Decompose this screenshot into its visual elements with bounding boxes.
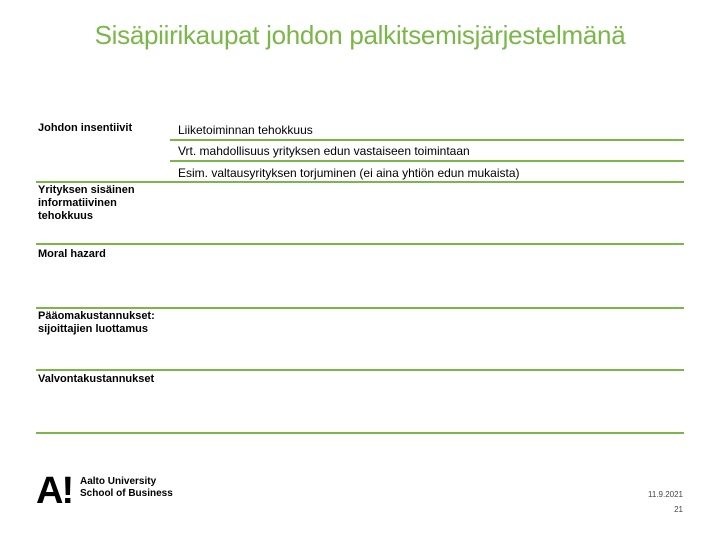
row-label-incentives: Johdon insentiivit	[38, 122, 133, 134]
divider	[170, 139, 684, 141]
logo-line-university: Aalto University	[80, 476, 157, 487]
divider	[36, 307, 684, 309]
divider	[36, 181, 684, 183]
divider	[36, 243, 684, 245]
logo-line-school: School of Business	[80, 488, 173, 499]
page-title: Sisäpiirikaupat johdon palkitsemisjärjestelmänä	[94, 20, 626, 50]
row-label-informational-efficiency: Yrityksen sisäinen informatiivinen tehokkuus	[38, 184, 135, 222]
row-item-comparison: Vrt. mahdollisuus yrityksen edun vastaiseen toimintaan	[178, 144, 470, 158]
row-label-cost-of-capital: Pääomakustannukset: sijoittajien luottamus	[38, 310, 155, 335]
row-item-example: Esim. valtausyrityksen torjuminen (ei aina yhtiön edun mukaista)	[178, 166, 520, 180]
aalto-logo-mark: A!	[36, 470, 73, 512]
row-item-business-efficiency: Liiketoiminnan tehokkuus	[178, 123, 313, 137]
row-label-monitoring-costs: Valvontakustannukset	[38, 373, 155, 385]
slide-number: 21	[674, 505, 683, 514]
divider	[36, 369, 684, 371]
divider	[36, 432, 684, 434]
slide-date: 11.9.2021	[648, 490, 683, 499]
row-label-moral-hazard: Moral hazard	[38, 248, 106, 260]
divider	[170, 160, 684, 162]
aalto-logo-text	[80, 476, 173, 500]
